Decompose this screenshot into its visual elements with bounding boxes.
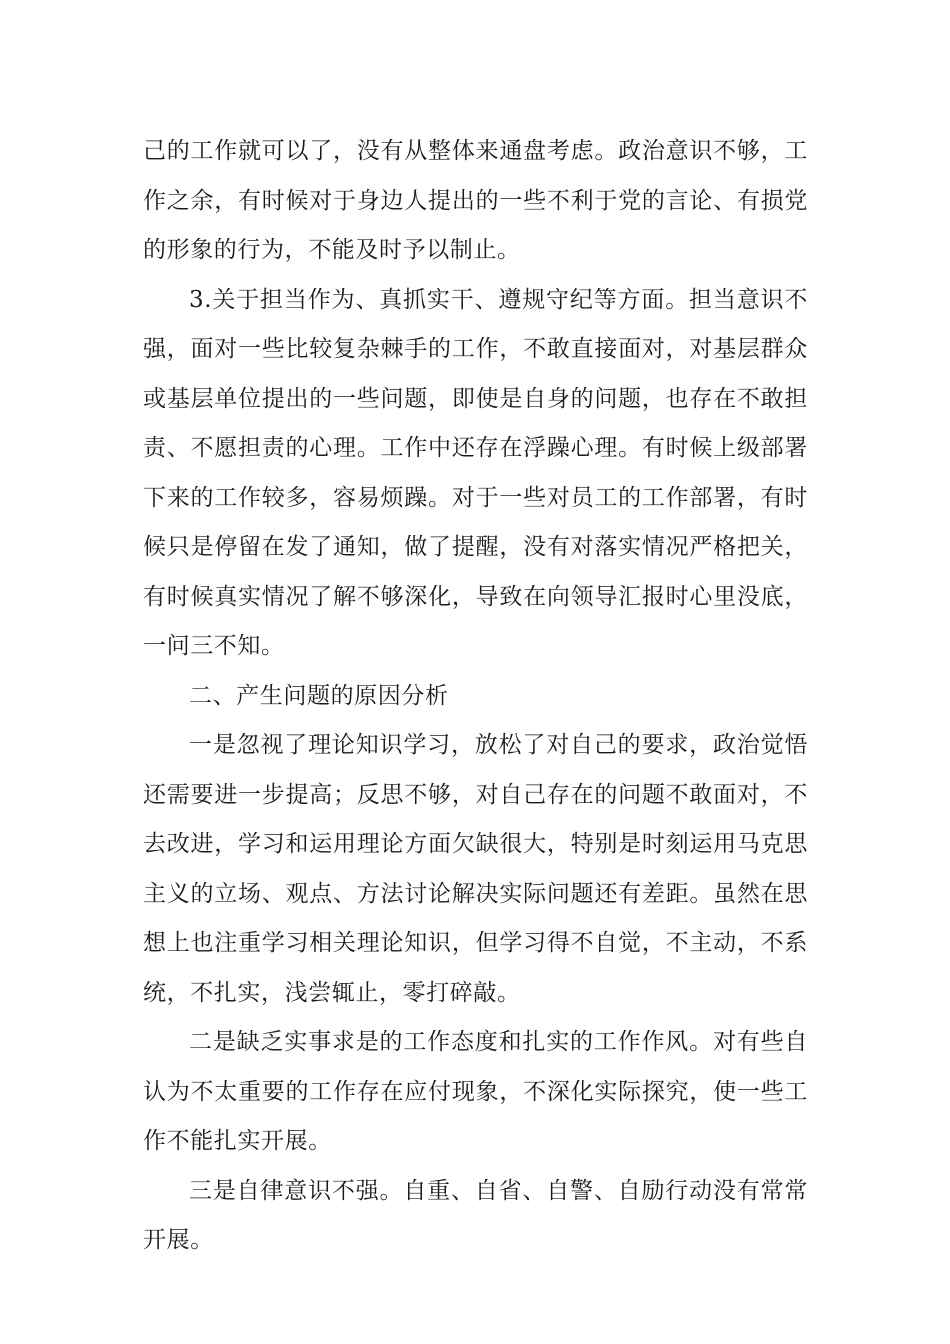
paragraph-cause-3: 三是自律意识不强。自重、自省、自警、自励行动没有常常开展。 xyxy=(143,1177,808,1253)
paragraph-section-3: 3.关于担当作为、真抓实干、遵规守纪等方面。担当意识不强，面对一些比较复杂棘手的工作，不敢直接面对，对基层群众或基层单位提出的一些问题，即使是自身的问题，也存在不敢担责、不愿担责的心理。工作中还存在浮躁心理。有时候上级部署下来的工作较多，容易烦躁。对于一些对员工的工作部署，有时候只是停留在发了通知，做了提醒，没有对落实情况严格把关，有时候真实情况了解不够深化，导致在向领导汇报时心里没底，一问三不知。 xyxy=(143,286,808,659)
paragraph-continuation: 己的工作就可以了，没有从整体来通盘考虑。政治意识不够，工作之余，有时候对于身边人提出的一些不利于党的言论、有损党的形象的行为，不能及时予以制止。 xyxy=(143,138,808,263)
paragraph-cause-2: 二是缺乏实事求是的工作态度和扎实的工作作风。对有些自认为不太重要的工作存在应付现象，不深化实际探究，使一些工作不能扎实开展。 xyxy=(143,1029,808,1154)
heading-cause-analysis: 二、产生问题的原因分析 xyxy=(189,682,449,709)
document-body xyxy=(143,127,808,1266)
paragraph-cause-1: 一是忽视了理论知识学习，放松了对自己的要求，政治觉悟还需要进一步提高；反思不够，对自己存在的问题不敢面对，不去改进，学习和运用理论方面欠缺很大，特别是时刻运用马克思主义的立场、观点、方法讨论解决实际问题还有差距。虽然在思想上也注重学习相关理论知识，但学习得不自觉，不主动，不系统，不扎实，浅尝辄止，零打碎敲。 xyxy=(143,732,808,1006)
